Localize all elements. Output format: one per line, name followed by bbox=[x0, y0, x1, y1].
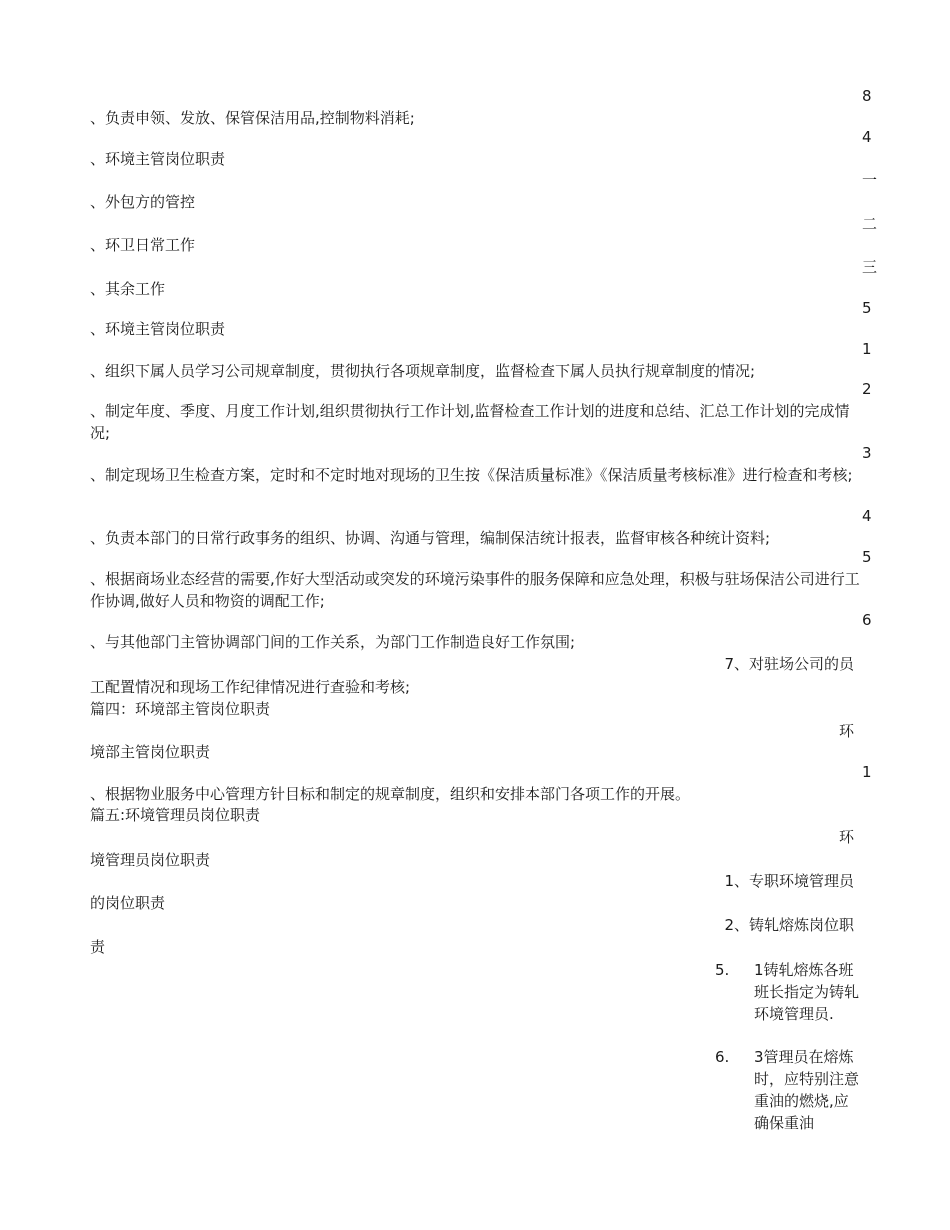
right-fragment: 环 bbox=[838, 828, 854, 846]
text-line: 工配置情况和现场工作纪律情况进行查验和考核; bbox=[90, 678, 411, 696]
list-marker: 6. bbox=[715, 1048, 730, 1066]
text-line: 、负责申领、发放、保管保洁用品,控制物料消耗; bbox=[90, 109, 415, 127]
right-fragment: 1、专职环境管理员 bbox=[724, 872, 854, 890]
article-heading: 篇四：环境部主管岗位职责 bbox=[90, 700, 271, 718]
text-line: 的岗位职责 bbox=[90, 894, 166, 912]
text-paragraph: 、制定现场卫生检查方案，定时和不定时地对现场的卫生按《保洁质量标准》《保洁质量考核标准》进行检查和考核; bbox=[90, 466, 853, 484]
list-marker: 5. bbox=[715, 961, 730, 979]
margin-number: 三 bbox=[862, 258, 878, 276]
text-line: 、负责本部门的日常行政事务的组织、协调、沟通与管理，编制保洁统计报表，监督审核各种统计资料; bbox=[90, 529, 771, 547]
margin-number: 5 bbox=[862, 299, 872, 317]
right-fragment: 环 bbox=[838, 722, 854, 740]
section-heading: 、环卫日常工作 bbox=[90, 236, 196, 254]
margin-number: 1 bbox=[862, 763, 872, 781]
section-heading: 、外包方的管控 bbox=[90, 193, 196, 211]
margin-number: 1 bbox=[862, 340, 872, 358]
section-heading: 、环境主管岗位职责 bbox=[90, 320, 226, 338]
margin-number: 5 bbox=[862, 548, 872, 566]
margin-number: 8 bbox=[862, 87, 872, 105]
text-line: 责 bbox=[90, 938, 106, 956]
section-heading: 、其余工作 bbox=[90, 280, 166, 298]
margin-number: 二 bbox=[862, 215, 878, 233]
section-heading: 、环境主管岗位职责 bbox=[90, 150, 226, 168]
margin-number: 2 bbox=[862, 380, 872, 398]
margin-number: 4 bbox=[862, 507, 872, 525]
text-line: 、根据物业服务中心管理方针目标和制定的规章制度，组织和安排本部门各项工作的开展。 bbox=[90, 785, 691, 803]
text-paragraph: 、制定年度、季度、月度工作计划,组织贯彻执行工作计划,监督检查工作计划的进度和总结、汇总工作计划的完成情况; bbox=[90, 402, 850, 442]
right-fragment: 7、对驻场公司的员 bbox=[724, 655, 854, 673]
margin-number: 6 bbox=[862, 611, 872, 629]
margin-number: 4 bbox=[862, 128, 872, 146]
text-line: 、组织下属人员学习公司规章制度，贯彻执行各项规章制度，监督检查下属人员执行规章制度的情况; bbox=[90, 362, 756, 380]
right-fragment: 2、铸轧熔炼岗位职 bbox=[724, 916, 854, 934]
text-line: 境管理员岗位职责 bbox=[90, 851, 211, 869]
text-paragraph: 、根据商场业态经营的需要,作好大型活动或突发的环境污染事件的服务保障和应急处理，积极与驻场保洁公司进行工作协调,做好人员和物资的调配工作; bbox=[90, 570, 860, 610]
text-line: 、与其他部门主管协调部门间的工作关系，为部门工作制造良好工作氛围; bbox=[90, 633, 576, 651]
list-item-text: 1铸轧熔炼各班班长指定为铸轧环境管理员. bbox=[754, 961, 860, 1023]
margin-number: 一 bbox=[862, 171, 878, 189]
list-item-text: 3管理员在熔炼时，应特别注意重油的燃烧,应确保重油 bbox=[754, 1048, 860, 1132]
margin-number: 3 bbox=[862, 444, 872, 462]
article-heading: 篇五:环境管理员岗位职责 bbox=[90, 806, 261, 824]
text-line: 境部主管岗位职责 bbox=[90, 743, 211, 761]
